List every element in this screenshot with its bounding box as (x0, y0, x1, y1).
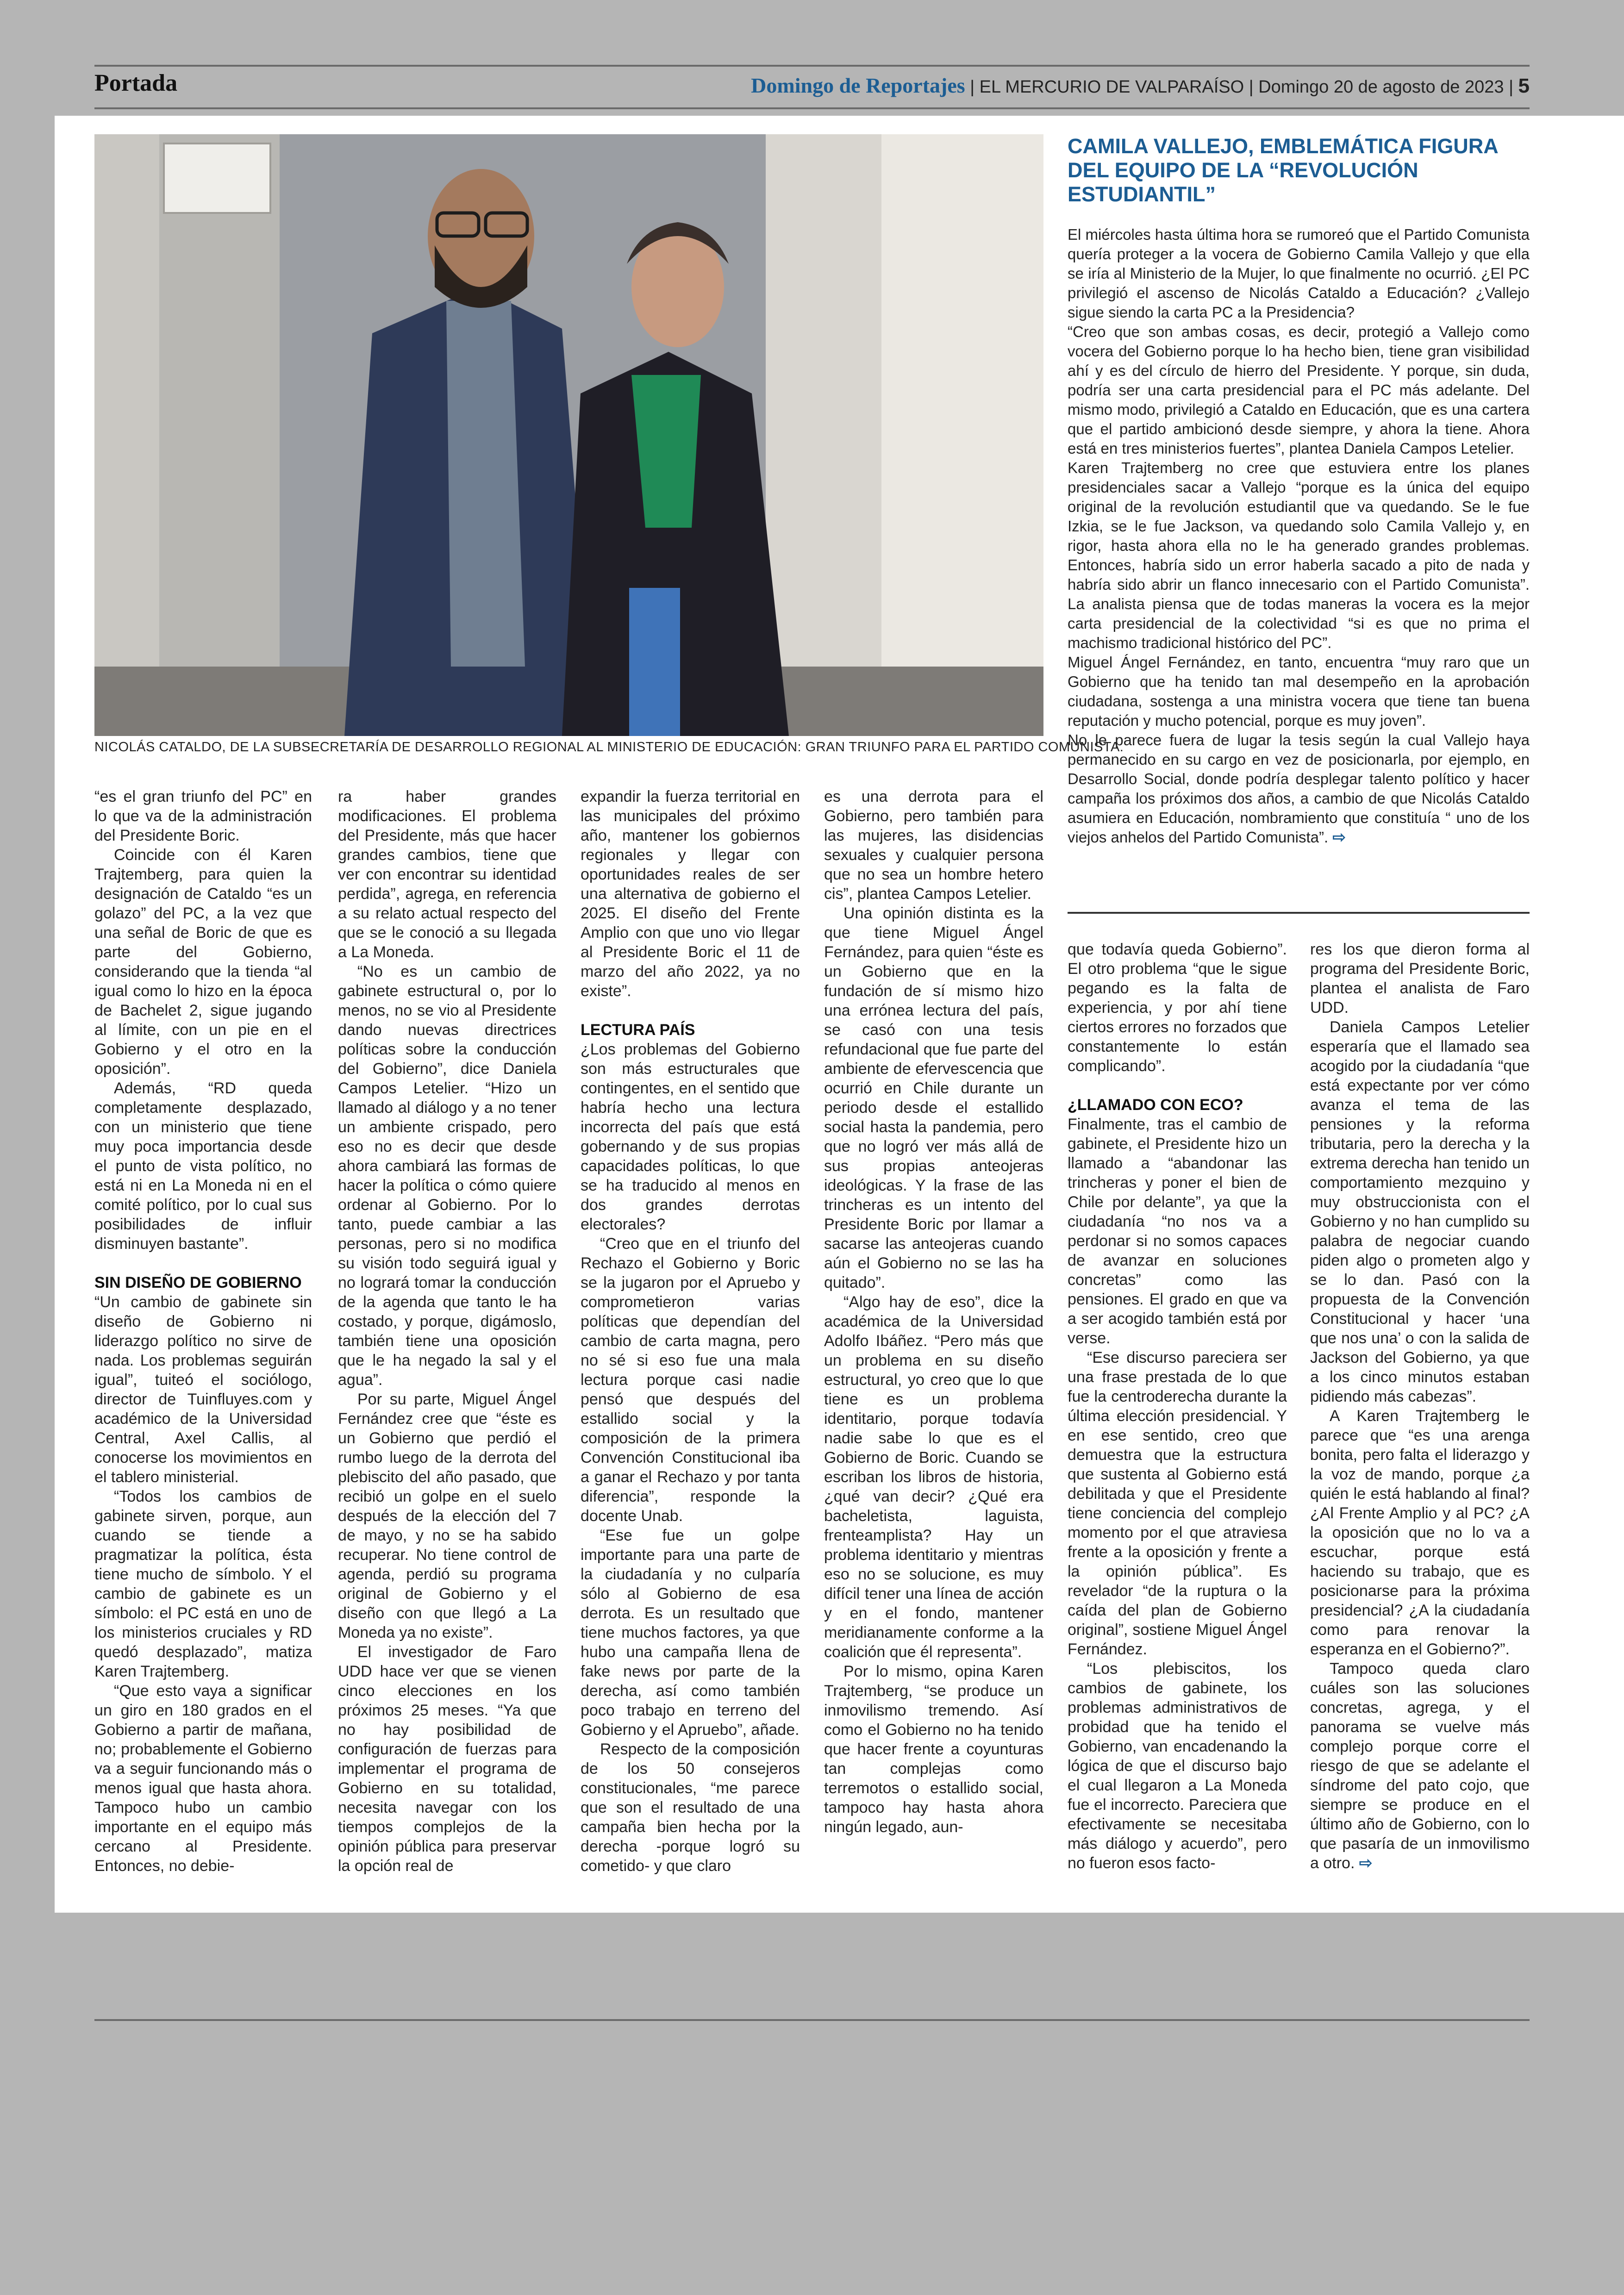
newspaper-name: EL MERCURIO DE VALPARAÍSO (979, 77, 1244, 97)
subheading-lectura-pais: LECTURA PAÍS (581, 1021, 695, 1039)
continue-arrow-icon: ⇨ (1332, 829, 1346, 846)
article-paragraph: expandir la fuerza territorial en las municipales del próximo año, mantener los gobiernos regionales y llegar con oportunidades reales de ser una alternativa de gobierno el 2025. El diseño del Frente Amplio con que uno vio llegar al Presidente Boric el 11 de marzo del año 2022, ya no existe”. (581, 788, 800, 1000)
publication-line (751, 73, 1530, 98)
article-paragraph: Daniela Campos Letelier esperaría que el llamado sea acogido por la ciudadanía “que está expectante por ver cómo avanza el tema de las pensiones y la reforma tributaria, pero la derecha y la extrema derecha han tenido un comportamiento mezquino y muy obstruccionista con el Gobierno y no han cumplido su palabra de negociar cuando piden algo o prometen algo y se lo dan. Pasó con la propuesta de la Convención Constitucional y hacer ‘una que nos una’ o con la salida de Jackson del Gobierno, ya que a los cinco minutos estaban pidiendo más cabezas”. (1310, 1018, 1530, 1405)
article-paragraph: “Ese fue un golpe importante para una parte de la ciudadanía y no culparía sólo al Gobierno de esa derrota. Es un resultado que tiene muchos factores, ya que hubo una campaña llena de fake news por parte de la derecha, así como también poco trabajo en terreno del Gobierno y el Apruebo”, añade. (581, 1527, 800, 1739)
separator: | (970, 77, 980, 97)
footer-rule (94, 2019, 1530, 2021)
end-arrow-icon: ⇨ (1359, 1854, 1373, 1872)
article-paragraph: Por su parte, Miguel Ángel Fernández cree que “éste es un Gobierno que perdió el rumbo luego de la derrota del plebiscito del año pasado, que recibió un golpe en el suelo después de la elección del 7 de mayo, y no se ha sabido recuperar. No tiene control de agenda, perdió su programa original de Gobierno y el diseño con que llegó a La Moneda ya no existe”. (338, 1391, 556, 1641)
publication-date: Domingo 20 de agosto de 2023 (1258, 77, 1504, 97)
article-paragraph: “Todos los cambios de gabinete sirven, porque, aun cuando se tiende a pragmatizar la política, ésta tiene mucho de símbolo. Y el cambio de gabinete es un símbolo: el PC está en uno de los ministerios cruciales y RD quedó desplazado”, matiza Karen Trajtemberg. (94, 1488, 312, 1680)
article-paragraph: que todavía queda Gobierno”. El otro problema “que le sigue pegando es la falta de experiencia, y por ahí tiene ciertos errores no forzados que constantemente lo están complicando”. (1068, 941, 1287, 1075)
article-paragraph: “No es un cambio de gabinete estructural o, por lo menos, no se vio al Presidente dando nuevas directrices políticas sobre la conducción del Gobierno”, dice Daniela Campos Letelier. “Hizo un llamado al diálogo y a no tener un ambiente crispado, pero eso no es decir que desde ahora cambiará las formas de hacer la política o cómo quiere ordenar al Gobierno. Por lo tanto, puede cambiar a las personas, pero si no modifica su visión todo seguirá igual y no logrará tomar la conducción de la agenda que tanto le ha costado, y porque, digámoslo, también tiene una oposición que le ha negado la sal y el agua”. (338, 963, 556, 1389)
article-paragraph: A Karen Trajtemberg le parece que “es una arenga bonita, pero falta el liderazgo y la voz de mando, porque ¿a quién le está hablando al final? ¿Al Frente Amplio y al PC? ¿A la oposición que no lo va a escuchar, porque está haciendo su trabajo, que es posicionarse para la próxima presidencial? ¿A la ciudadanía como para renovar la esperanza en el Gobierno?”. (1310, 1407, 1530, 1658)
article-paragraph: res los que dieron forma al programa del Presidente Boric, plantea el analista de Faro UDD. (1310, 941, 1530, 1017)
sidebar-paragraph: Miguel Ángel Fernández, en tanto, encuentra “muy raro que un Gobierno que ha tenido tan mal desempeño en la aprobación ciudadana, sostenga a una ministra vocera que tiene tan buena reputación y mucho potencial, porque es muy joven”. (1068, 654, 1530, 729)
article-paragraph: ¿Los problemas del Gobierno son más estructurales que contingentes, en el sentido que habría hecho una lectura incorrecta del país que está gobernando y de sus propias capacidades políticas, lo que se ha traducido al menos en dos grandes derrotas electorales? (581, 1041, 800, 1233)
article-paragraph: “Creo que en el triunfo del Rechazo el Gobierno y Boric se la jugaron por el Apruebo y comprometieron varias políticas que dependían del cambio de carta magna, pero no sé si eso fue una mala lectura porque casi nadie pensó que después del estallido social y la composición de la primera Convención Constitucional iba a ganar el Rechazo y por tanta diferencia”, responde la docente Unab. (581, 1235, 800, 1525)
sidebar-title: CAMILA VALLEJO, EMBLEMÁTICA FIGURA DEL EQUIPO DE LA “REVOLUCIÓN ESTUDIANTIL” (1068, 134, 1498, 206)
article-paragraph: “Ese discurso pareciera ser una frase prestada de lo que fue la centroderecha durante la última elección presidencial. Y en ese sentido, creo que demuestra que la estructura que sustenta al Gobierno está debilitada y que el Presidente tiene conciencia del complejo momento por el que atraviesa frente a la oposición y frente a la opinión pública”. Es revelador “de la ruptura o la caída del plan de Gobierno original”, sostiene Miguel Ángel Fernández. (1068, 1349, 1287, 1658)
article-column-5 (1068, 940, 1287, 1873)
article-paragraph: Además, “RD queda completamente desplazado, con un ministerio que tiene muy poca importancia desde el punto de vista político, no está ni en La Moneda ni en el comité político, por lo cual sus posibilidades de influir disminuyen bastante”. (94, 1079, 312, 1253)
article-paragraph (1310, 1659, 1530, 1873)
article-paragraph: “es el gran triunfo del PC” en lo que va de la administración del Presidente Boric. (94, 788, 312, 844)
separator: | (1509, 77, 1518, 97)
subheading-sin-diseno: SIN DISEÑO DE GOBIERNO (94, 1274, 302, 1291)
subheading-llamado-con-eco: ¿LLAMADO CON ECO? (1068, 1096, 1243, 1114)
article-column-4 (824, 787, 1043, 1837)
article-paragraph-text: Tampoco queda claro cuáles son las soluciones concretas, agrega, y el panorama se vuelve más complejo porque corre el riesgo de que se adelante el síndrome del pato cojo, que siempre se produce en el último año de Gobierno, con lo que pasaría de un inmovilismo a otro. (1310, 1660, 1530, 1872)
article-paragraph: Respecto de la composición de los 50 consejeros constitucionales, “me parece que son el resultado de una campaña bien hecha por la derecha -porque logró su cometido- y que claro (581, 1740, 800, 1875)
article-paragraph: Coincide con él Karen Trajtemberg, para quien la designación de Cataldo “es un golazo” del PC, a la vez que una señal de Boric de que es parte del Gobierno, considerando que la tienda “al igual como lo hizo en la época de Bachelet 2, sigue jugando al límite, con un pie en el Gobierno y el otro en la oposición”. (94, 846, 312, 1078)
photo-illustration (94, 134, 1043, 736)
sidebar-body (1068, 225, 1530, 847)
article-paragraph: “Que esto vaya a significar un giro en 180 grados en el Gobierno a partir de mañana, no; probablemente el Gobierno va a seguir funcionando más o menos igual que hasta ahora. Tampoco hubo un cambio importante en el equipo más cercano al Presidente. Entonces, no debie- (94, 1682, 312, 1875)
article-paragraph: El investigador de Faro UDD hace ver que se vienen cinco elecciones en los próximos 25 meses. “Ya que no hay posibilidad de configuración de fuerzas para implementar el programa de Gobierno en su totalidad, necesita navegar con los tiempos complejos de la opinión pública para preservar la opción real de (338, 1643, 556, 1875)
article-column-1 (94, 787, 312, 1876)
separator: | (1249, 77, 1259, 97)
page-number: 5 (1518, 75, 1530, 97)
article-column-2 (338, 787, 556, 1876)
sidebar-paragraph-text: No le parece fuera de lugar la tesis según la cual Vallejo haya permanecido en su cargo en vez de posicionarla, por ejemplo, en Desarrollo Social, donde podría desplegar talento político y hacer campaña los próximos dos años, a cambio de que Nicolás Cataldo asumiera en Educación, nombramiento que constituía “ uno de los viejos anhelos del Partido Comunista”. (1068, 731, 1530, 846)
photo-caption: NICOLÁS CATALDO, DE LA SUBSECRETARÍA DE DESARROLLO REGIONAL AL MINISTERIO DE EDUCACIÓN: GRAN TRIUNFO PARA EL PARTIDO COMUNISTA. (94, 740, 1124, 755)
sidebar-box (1068, 134, 1530, 847)
publication-name: Domingo de Reportajes (751, 74, 965, 97)
sidebar-paragraph: “Creo que son ambas cosas, es decir, protegió a Vallejo como vocera del Gobierno porque lo ha hecho bien, tiene gran visibilidad ahí y es del círculo de hierro del Presidente. Y porque, sin duda, podría ser una carta presidencial para el PC más adelante. Del mismo modo, privilegió a Cataldo en Educación, que es una cartera que el partido ambicionó desde siempre, y ahora la tiene. Ahora está en tres ministerios fuertes”, plantea Daniela Campos Letelier. (1068, 323, 1530, 457)
page-header (94, 69, 1530, 102)
article-paragraph: Por lo mismo, opina Karen Trajtemberg, “se produce un inmovilismo tremendo. Así como el Gobierno no ha tenido que hacer frente a coyunturas tan complejas como terremotos o estallido social, tampoco hay hasta ahora ningún legado, aun- (824, 1663, 1043, 1836)
article-column-3 (581, 787, 800, 1876)
article-paragraph: “Los plebiscitos, los cambios de gabinete, los problemas administrativos de probidad que ha tenido el Gobierno, van encadenando la lógica de que el discurso bajo el cual llegaron a La Moneda fue el incorrecto. Pareciera que efectivamente se necesitaba más diálogo y acuerdo”, pero no fueron esos facto- (1068, 1660, 1287, 1872)
article-column-6 (1310, 940, 1530, 1873)
article-paragraph: “Un cambio de gabinete sin diseño de Gobierno ni liderazgo político no sirve de nada. Los problemas seguirán igual”, tuiteó el sociólogo, director de Tuinfluyes.com y académico de la Universidad Central, Axel Callis, al conocerse los movimientos en el tablero ministerial. (94, 1293, 312, 1486)
article-photo (94, 134, 1043, 736)
sidebar-divider (1068, 912, 1530, 914)
header-top-rule (94, 65, 1530, 67)
article-paragraph: es una derrota para el Gobierno, pero también para las mujeres, las disidencias sexuales y cualquier persona que no sea un hombre hetero cis”, plantea Campos Letelier. (824, 788, 1043, 903)
header-bottom-rule (94, 107, 1530, 109)
sidebar-paragraph (1068, 730, 1530, 847)
sidebar-paragraph: Karen Trajtemberg no cree que estuviera entre los planes presidenciales sacar a Vallejo “porque es la única del equipo original de la revolución estudiantil que va quedando. Se le fue Izkia, se le fue Jackson, va quedando solo Camila Vallejo y, en rigor, hasta ahora ella no le ha generado grandes problemas. Entonces, habría sido un error haberla sacado a pito de nada y habría sido abrir un flanco innecesario con el Partido Comunista”. La analista piensa que de todas maneras la vocera es la mejor carta presidencial de la colectividad “si es que no prima el machismo tradicional histórico del PC”. (1068, 459, 1530, 651)
article-paragraph: Una opinión distinta es la que tiene Miguel Ángel Fernández, para quien “éste es un Gobierno que en la fundación de sí mismo hizo una errónea lectura del país, se casó con una tesis refundacional que fue parte del ambiente de efervescencia que ocurrió en Chile durante un periodo desde el estallido social hasta la pandemia, pero que no logró ver más allá de sus propias anteojeras ideológicas. Y la frase de las trincheras es un intento del Presidente Boric por llamar a sacarse las anteojeras cuando aún el Gobierno no se las ha quitado”. (824, 904, 1043, 1291)
section-name: Portada (94, 70, 178, 96)
sidebar-paragraph: El miércoles hasta última hora se rumoreó que el Partido Comunista quería proteger a la vocera de Gobierno Camila Vallejo y que ella se iría al Ministerio de la Mujer, lo que finalmente no ocurrió. ¿El PC privilegió el ascenso de Nicolás Cataldo a Educación? ¿Vallejo sigue siendo la carta PC a la Presidencia? (1068, 226, 1530, 321)
article-paragraph: Finalmente, tras el cambio de gabinete, el Presidente hizo un llamado a “abandonar las trincheras y poner el bien de Chile por delante”, ya que la ciudadanía “no nos va a perdonar si no somos capaces de avanzar en soluciones concretas” como las pensiones. El grado en que va a ser acogido también está por verse. (1068, 1116, 1287, 1347)
article-paragraph: “Algo hay de eso”, dice la académica de la Universidad Adolfo Ibáñez. “Pero más que un problema en su diseño estructural, yo creo que lo que tiene es un problema identitario, porque todavía nadie sabe lo que es el Gobierno de Boric. Cuando se escriban los libros de historia, ¿qué van decir? ¿Qué era bacheletista, laguista, frenteamplista? Hay un problema identitario y mientras eso no se solucione, es muy difícil tener una línea de acción y en el fondo, mantener meridianamente conforme a la coalición que él representa”. (824, 1293, 1043, 1661)
article-paragraph: ra haber grandes modificaciones. El problema del Presidente, más que hacer grandes cambios, tiene que ver con encontrar su identidad perdida”, agrega, en referencia a su relato actual respecto del que se le conoció a su llegada a La Moneda. (338, 788, 556, 961)
